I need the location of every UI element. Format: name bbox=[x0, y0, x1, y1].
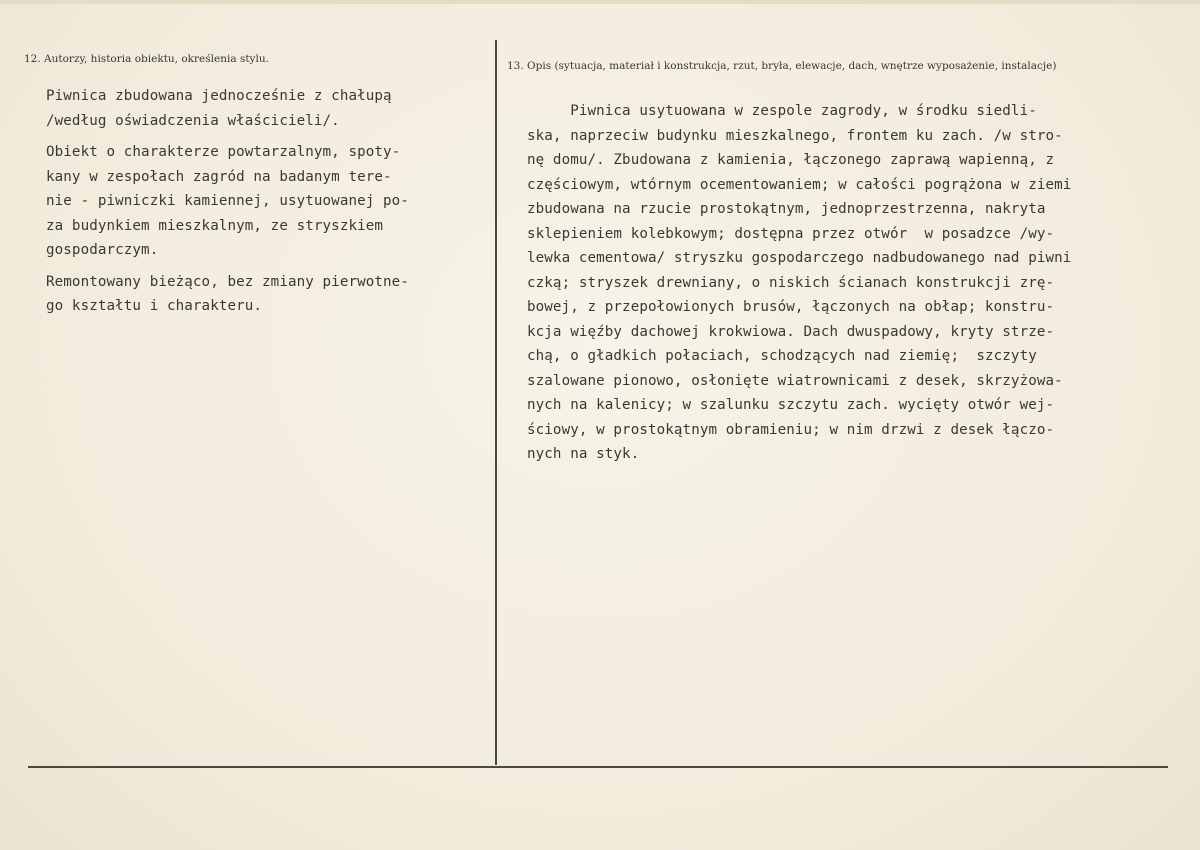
column-divider bbox=[495, 40, 497, 765]
typed-line: częściowym, wtórnym ocementowaniem; w całości pogrążona w ziemi bbox=[527, 176, 1072, 193]
card-top-edge bbox=[0, 0, 1200, 4]
typed-line: lewka cementowa/ stryszku gospodarczego nadbudowanego nad piwni bbox=[527, 250, 1072, 266]
typed-line: nych na styk. bbox=[527, 446, 640, 462]
section-12-heading: 12. Autorzy, historia obiektu, określenia stylu. bbox=[24, 53, 269, 65]
typed-line: nę domu/. Zbudowana z kamienia, łączonego zaprawą wapienną, z bbox=[527, 152, 1055, 168]
section-12-paragraph bbox=[46, 84, 486, 133]
typed-line: bowej, z przepołowionych brusów, łączonych na obłap; konstru- bbox=[527, 299, 1055, 315]
typed-line: Piwnica zbudowana jednocześnie z chałupą bbox=[46, 88, 392, 104]
typed-line: go kształtu i charakteru. bbox=[46, 298, 263, 314]
typed-line: ściowy, w prostokątnym obramieniu; w nim drzwi z desek łączo- bbox=[527, 421, 1055, 438]
typed-line: chą, o gładkich połaciach, schodzących nad ziemię; szczyty bbox=[527, 348, 1037, 364]
section-12-paragraph bbox=[46, 140, 486, 263]
bottom-rule bbox=[28, 766, 1168, 768]
typed-line: kany w zespołach zagród na badanym tere- bbox=[46, 168, 392, 185]
typed-line: nych na kalenicy; w szalunku szczytu zach. wycięty otwór wej- bbox=[527, 397, 1055, 413]
section-12-text bbox=[46, 84, 486, 326]
typed-line: /według oświadczenia właścicieli/. bbox=[46, 112, 340, 129]
typed-line: Piwnica usytuowana w zespole zagrody, w środku siedli- bbox=[527, 103, 1037, 119]
typed-line: gospodarczym. bbox=[46, 242, 159, 258]
typed-line: kcja więźby dachowej krokwiowa. Dach dwuspadowy, kryty strze- bbox=[527, 323, 1055, 340]
section-12-paragraph bbox=[46, 270, 486, 319]
typed-line: zbudowana na rzucie prostokątnym, jednoprzestrzenna, nakryta bbox=[527, 201, 1046, 217]
typed-line: za budynkiem mieszkalnym, ze stryszkiem bbox=[46, 217, 384, 234]
typed-line: sklepieniem kolebkowym; dostępna przez otwór w posadzce /wy- bbox=[527, 225, 1055, 242]
typed-line: czką; stryszek drewniany, o niskich ścianach konstrukcji zrę- bbox=[527, 274, 1055, 291]
typed-line: szalowane pionowo, osłonięte wiatrownicami z desek, skrzyżowa- bbox=[527, 372, 1063, 389]
typed-line: nie - piwniczki kamiennej, usytuowanej po- bbox=[46, 193, 409, 209]
typed-line: ska, naprzeciw budynku mieszkalnego, frontem ku zach. /w stro- bbox=[527, 127, 1063, 144]
typed-line: Remontowany bieżąco, bez zmiany pierwotne- bbox=[46, 273, 409, 290]
section-13-text bbox=[527, 99, 1177, 467]
typed-line: Obiekt o charakterze powtarzalnym, spoty- bbox=[46, 144, 401, 160]
section-13-heading: 13. Opis (sytuacja, materiał i konstrukcja, rzut, bryła, elewacje, dach, wnętrze wyposażenie, instalacje) bbox=[507, 60, 1057, 72]
